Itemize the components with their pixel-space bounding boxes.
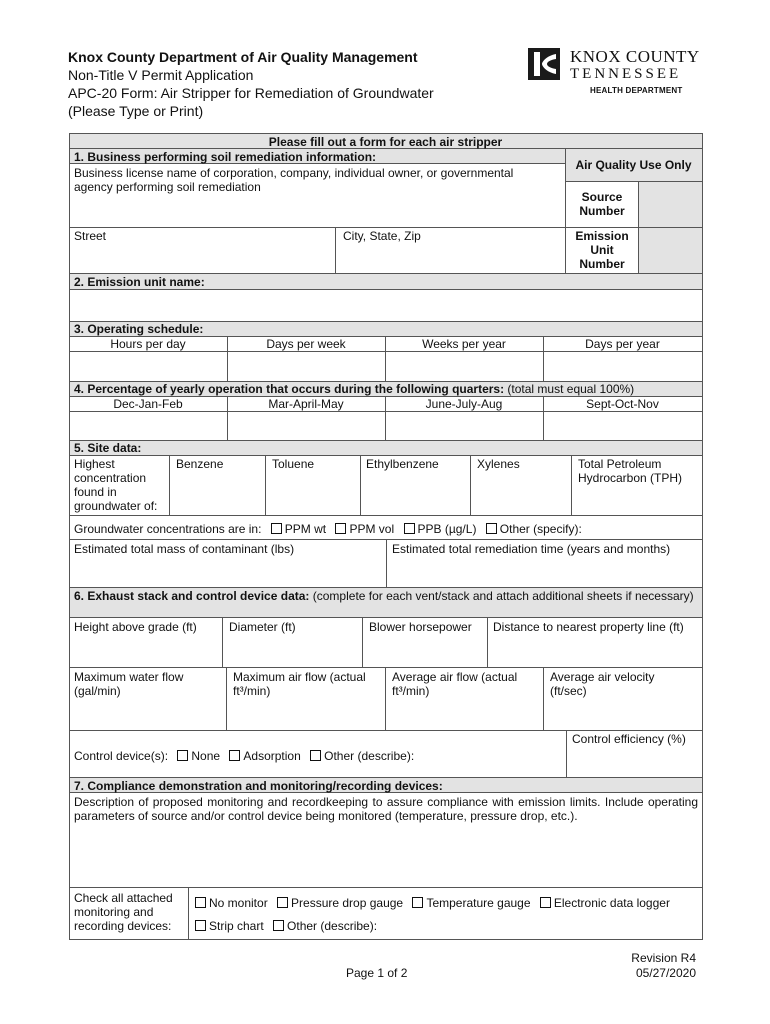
height-above-grade-field[interactable]: Height above grade (ft) bbox=[74, 620, 197, 634]
device-temperature-checkbox[interactable] bbox=[412, 896, 530, 910]
device-no-monitor-checkbox[interactable] bbox=[195, 896, 268, 910]
max-air-flow-field[interactable]: Maximum air flow (actual ft³/min) bbox=[233, 670, 366, 698]
blower-horsepower-field[interactable]: Blower horsepower bbox=[369, 620, 472, 634]
monitoring-description-field[interactable]: Description of proposed monitoring and recordkeeping to assure compliance with emission limits. Include operating parameters of source and/or control device being monitored (temperature, pressure drop, etc.). bbox=[74, 795, 698, 823]
quarter-jun-jul-aug-label: June-July-Aug bbox=[425, 397, 503, 411]
remediation-time-field[interactable]: Estimated total remediation time (years and months) bbox=[392, 542, 671, 556]
section1-title: 1. Business performing soil remediation information: bbox=[74, 150, 377, 164]
device-data-logger-label: Electronic data logger bbox=[553, 896, 670, 910]
checkbox-icon bbox=[404, 523, 415, 534]
control-efficiency-field[interactable]: Control efficiency (%) bbox=[572, 732, 686, 746]
devices-row1 bbox=[195, 896, 670, 910]
days-per-week-label: Days per week bbox=[266, 337, 346, 351]
form-instructions: (Please Type or Print) bbox=[68, 103, 204, 119]
avg-air-velocity-field[interactable]: Average air velocity (ft/sec) bbox=[550, 670, 655, 698]
unit-ppm-vol-label: PPM vol bbox=[349, 522, 395, 536]
control-adsorption-label: Adsorption bbox=[243, 749, 301, 763]
page-number: Page 1 of 2 bbox=[346, 966, 408, 980]
quarter-sep-oct-nov-label: Sept-Oct-Nov bbox=[586, 397, 659, 411]
section6-title-text: 6. Exhaust stack and control device data: bbox=[74, 589, 310, 603]
devices-row2 bbox=[195, 919, 377, 933]
section6-title bbox=[74, 589, 698, 603]
checkbox-icon bbox=[310, 750, 321, 761]
device-pressure-drop-label: Pressure drop gauge bbox=[291, 896, 404, 910]
control-none-checkbox[interactable] bbox=[177, 749, 220, 763]
device-no-monitor-label: No monitor bbox=[209, 896, 268, 910]
checkbox-icon bbox=[177, 750, 188, 761]
control-other-checkbox[interactable] bbox=[310, 749, 414, 763]
unit-ppb-checkbox[interactable] bbox=[404, 522, 477, 536]
toluene-field[interactable]: Toluene bbox=[272, 457, 315, 471]
checkbox-icon bbox=[229, 750, 240, 761]
unit-ppm-wt-label: PPM wt bbox=[284, 522, 327, 536]
aq-use-only-label: Air Quality Use Only bbox=[575, 158, 692, 172]
section5-title: 5. Site data: bbox=[74, 441, 142, 455]
section6-note: (complete for each vent/stack and attach additional sheets if necessary) bbox=[312, 589, 694, 603]
quarter1-field[interactable] bbox=[70, 412, 226, 439]
total-mass-field[interactable]: Estimated total mass of contaminant (lbs) bbox=[74, 542, 295, 556]
section3-title: 3. Operating schedule: bbox=[74, 322, 204, 336]
section4-note: (total must equal 100%) bbox=[507, 382, 635, 396]
checkbox-icon bbox=[277, 897, 288, 908]
quarter3-field[interactable] bbox=[386, 412, 542, 439]
avg-air-flow-field[interactable]: Average air flow (actual ft³/min) bbox=[392, 670, 518, 698]
section4-title-text: 4. Percentage of yearly operation that occurs during the following quarters: bbox=[74, 382, 505, 396]
device-temperature-label: Temperature gauge bbox=[426, 896, 531, 910]
control-devices-row bbox=[74, 749, 414, 763]
check-devices-label: Check all attached monitoring and recording devices: bbox=[74, 891, 173, 933]
property-line-distance-field[interactable]: Distance to nearest property line (ft) bbox=[493, 620, 684, 634]
knox-k-logo-icon bbox=[528, 48, 560, 80]
checkbox-icon bbox=[195, 897, 206, 908]
max-water-flow-field[interactable]: Maximum water flow (gal/min) bbox=[74, 670, 184, 698]
control-other-label: Other (describe): bbox=[324, 749, 415, 763]
control-none-label: None bbox=[191, 749, 221, 763]
business-name-field[interactable]: Business license name of corporation, company, individual owner, or governmental agency performing soil remediation bbox=[74, 166, 514, 194]
device-strip-chart-checkbox[interactable] bbox=[195, 919, 264, 933]
emission-unit-name-field[interactable] bbox=[70, 290, 701, 320]
source-number-label: Source Number bbox=[579, 190, 625, 218]
ethylbenzene-field[interactable]: Ethylbenzene bbox=[366, 457, 439, 471]
quarter2-field[interactable] bbox=[228, 412, 384, 439]
concentration-units-row bbox=[74, 522, 582, 536]
device-strip-chart-label: Strip chart bbox=[209, 919, 264, 933]
checkbox-icon bbox=[273, 920, 284, 931]
city-state-zip-field[interactable]: City, State, Zip bbox=[343, 229, 421, 243]
form-banner: Please fill out a form for each air stripper bbox=[268, 135, 503, 149]
checkbox-icon bbox=[486, 523, 497, 534]
checkbox-icon bbox=[412, 897, 423, 908]
device-pressure-drop-checkbox[interactable] bbox=[277, 896, 403, 910]
section2-title: 2. Emission unit name: bbox=[74, 275, 205, 289]
diameter-field[interactable]: Diameter (ft) bbox=[229, 620, 296, 634]
unit-ppm-vol-checkbox[interactable] bbox=[335, 522, 394, 536]
xylenes-field[interactable]: Xylenes bbox=[477, 457, 520, 471]
unit-ppm-wt-checkbox[interactable] bbox=[271, 522, 326, 536]
highest-concentration-label: Highest concentration found in groundwater of: bbox=[74, 457, 158, 513]
form-subtitle: Non-Title V Permit Application bbox=[68, 67, 254, 83]
revision-date: 05/27/2020 bbox=[635, 966, 696, 980]
form-org-title: Knox County Department of Air Quality Management bbox=[68, 49, 418, 65]
quarter-dec-jan-feb-label: Dec-Jan-Feb bbox=[113, 397, 183, 411]
checkbox-icon bbox=[271, 523, 282, 534]
section7-title: 7. Compliance demonstration and monitoring/recording devices: bbox=[74, 779, 443, 793]
revision: Revision R4 bbox=[631, 951, 696, 965]
weeks-per-year-field[interactable] bbox=[386, 352, 542, 380]
unit-ppb-label: PPB (µg/L) bbox=[417, 522, 477, 536]
unit-other-label: Other (specify): bbox=[499, 522, 582, 536]
checkbox-icon bbox=[540, 897, 551, 908]
benzene-field[interactable]: Benzene bbox=[176, 457, 224, 471]
days-per-week-field[interactable] bbox=[228, 352, 384, 380]
control-adsorption-checkbox[interactable] bbox=[229, 749, 300, 763]
checkbox-icon bbox=[335, 523, 346, 534]
device-other-checkbox[interactable] bbox=[273, 919, 377, 933]
control-devices-label: Control device(s): bbox=[74, 749, 169, 763]
device-other-label: Other (describe): bbox=[287, 919, 378, 933]
days-per-year-field[interactable] bbox=[544, 352, 701, 380]
quarter-mar-apr-may-label: Mar-April-May bbox=[268, 397, 344, 411]
tph-field[interactable]: Total Petroleum Hydrocarbon (TPH) bbox=[578, 457, 683, 485]
device-data-logger-checkbox[interactable] bbox=[540, 896, 670, 910]
logo-name-line2: TENNESSEE bbox=[570, 66, 682, 82]
quarter4-field[interactable] bbox=[544, 412, 701, 439]
unit-other-checkbox[interactable] bbox=[486, 522, 582, 536]
emission-unit-number-label: Emission Unit Number bbox=[575, 229, 629, 271]
hours-per-day-label: Hours per day bbox=[110, 337, 186, 351]
concentration-units-label: Groundwater concentrations are in: bbox=[74, 522, 262, 536]
street-field[interactable]: Street bbox=[74, 229, 107, 243]
days-per-year-label: Days per year bbox=[585, 337, 660, 351]
hours-per-day-field[interactable] bbox=[70, 352, 226, 380]
weeks-per-year-label: Weeks per year bbox=[422, 337, 506, 351]
logo-name-line1: KNOX COUNTY bbox=[570, 47, 700, 66]
form-name: APC-20 Form: Air Stripper for Remediation of Groundwater bbox=[68, 85, 434, 101]
logo-dept: HEALTH DEPARTMENT bbox=[590, 86, 683, 95]
checkbox-icon bbox=[195, 920, 206, 931]
section4-title bbox=[74, 382, 634, 396]
